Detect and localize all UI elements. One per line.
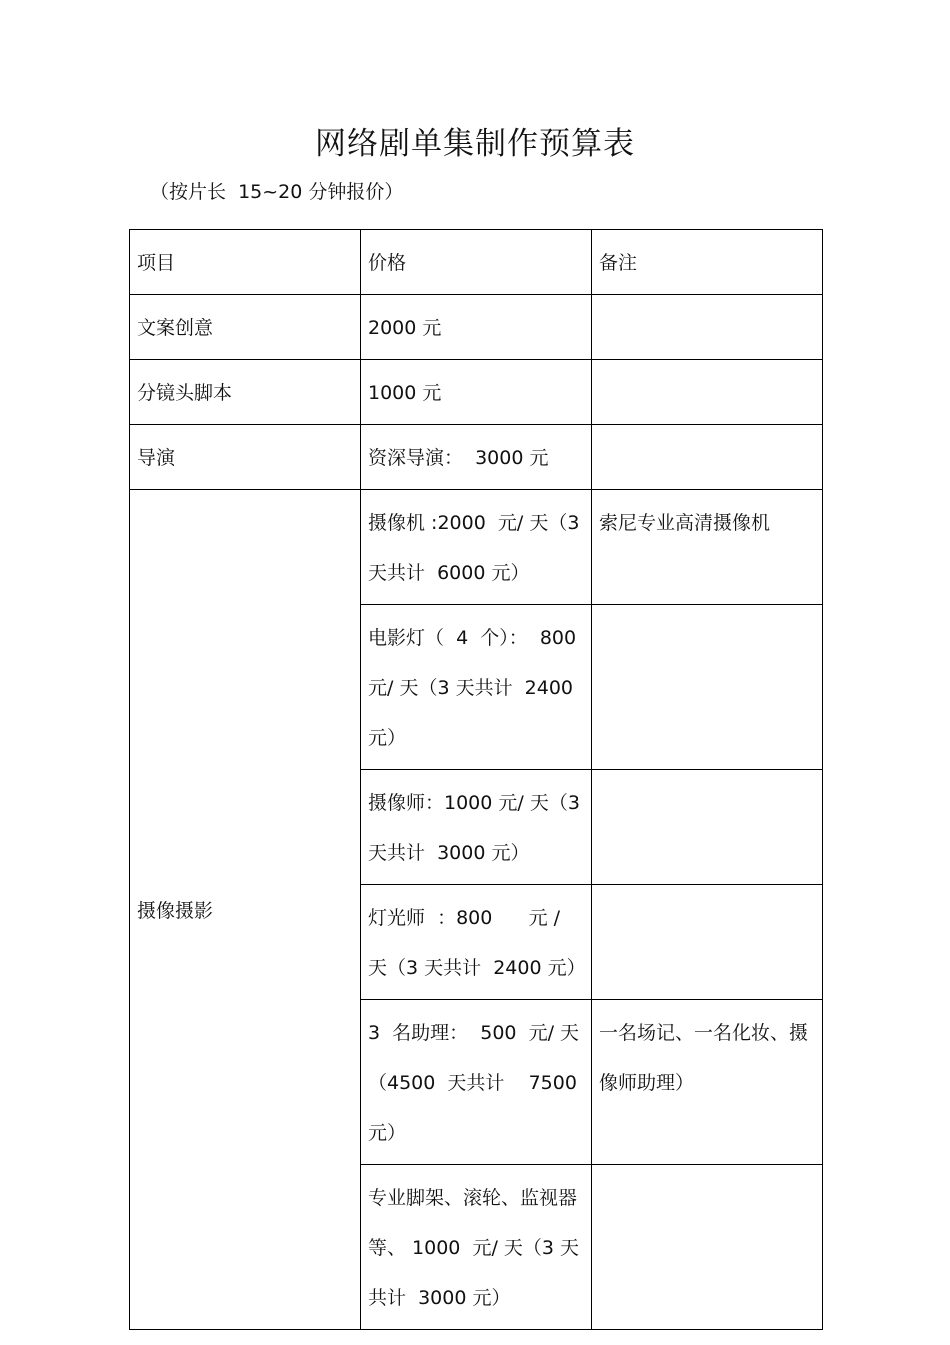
price-text: 1000 元 (368, 382, 442, 404)
item-cell (130, 360, 361, 425)
item-text: 分镜头脚本 (137, 382, 233, 404)
note-text: 索尼专业高清摄像机 (599, 512, 771, 534)
note-cell (592, 770, 823, 885)
note-cell (592, 885, 823, 1000)
item-cell (130, 295, 361, 360)
price-text: 资深导演： 3000 元 (368, 447, 549, 469)
price-text: 摄像机 :2000 元/ 天（3 天共计 6000 元） (368, 512, 586, 584)
note-cell (592, 605, 823, 770)
item-text: 导演 (137, 447, 176, 469)
budget-table (129, 229, 823, 1330)
price-cell (361, 885, 592, 1000)
price-cell (361, 360, 592, 425)
price-cell (361, 295, 592, 360)
note-cell (592, 1000, 823, 1165)
table-row (130, 295, 823, 360)
header-cell-item (130, 230, 361, 295)
price-cell (361, 490, 592, 605)
group-item-cell (130, 490, 361, 1330)
note-text: 一名场记、一名化妆、摄像师助理） (599, 1022, 809, 1094)
price-cell (361, 1000, 592, 1165)
header-cell-note (592, 230, 823, 295)
price-text: 摄像师：1000 元/ 天（3 天共计 3000 元） (368, 792, 586, 864)
header-price-label: 价格 (368, 252, 407, 274)
table-row (130, 490, 823, 605)
table-row (130, 360, 823, 425)
price-cell (361, 1165, 592, 1330)
header-note-label: 备注 (599, 252, 638, 274)
price-text: 3 名助理： 500 元/ 天（4500 天共计 7500 元） (368, 1022, 583, 1144)
note-cell (592, 490, 823, 605)
note-cell (592, 425, 823, 490)
note-cell (592, 1165, 823, 1330)
table-row (130, 425, 823, 490)
group-item-text: 摄像摄影 (137, 899, 214, 922)
price-cell (361, 605, 592, 770)
item-text: 文案创意 (137, 317, 214, 339)
note-cell (592, 360, 823, 425)
price-text: 2000 元 (368, 317, 442, 339)
price-cell (361, 425, 592, 490)
note-cell (592, 295, 823, 360)
price-text: 电影灯（ 4 个）： 800 元/ 天（3 天共计 2400 元） (368, 627, 583, 749)
price-text: 专业脚架、滚轮、监视器等、 1000 元/ 天（3 天共计 3000 元） (368, 1187, 580, 1309)
document-title: 网络剧单集制作预算表 (315, 126, 635, 162)
header-cell-price (361, 230, 592, 295)
price-cell (361, 770, 592, 885)
item-cell (130, 425, 361, 490)
price-text: 灯光师 ：800 元 / 天（3 天共计 2400 元） (368, 907, 586, 979)
table-header-row (130, 230, 823, 295)
header-item-label: 项目 (137, 252, 176, 274)
document-subtitle: （按片长 15~20 分钟报价） (150, 181, 404, 203)
